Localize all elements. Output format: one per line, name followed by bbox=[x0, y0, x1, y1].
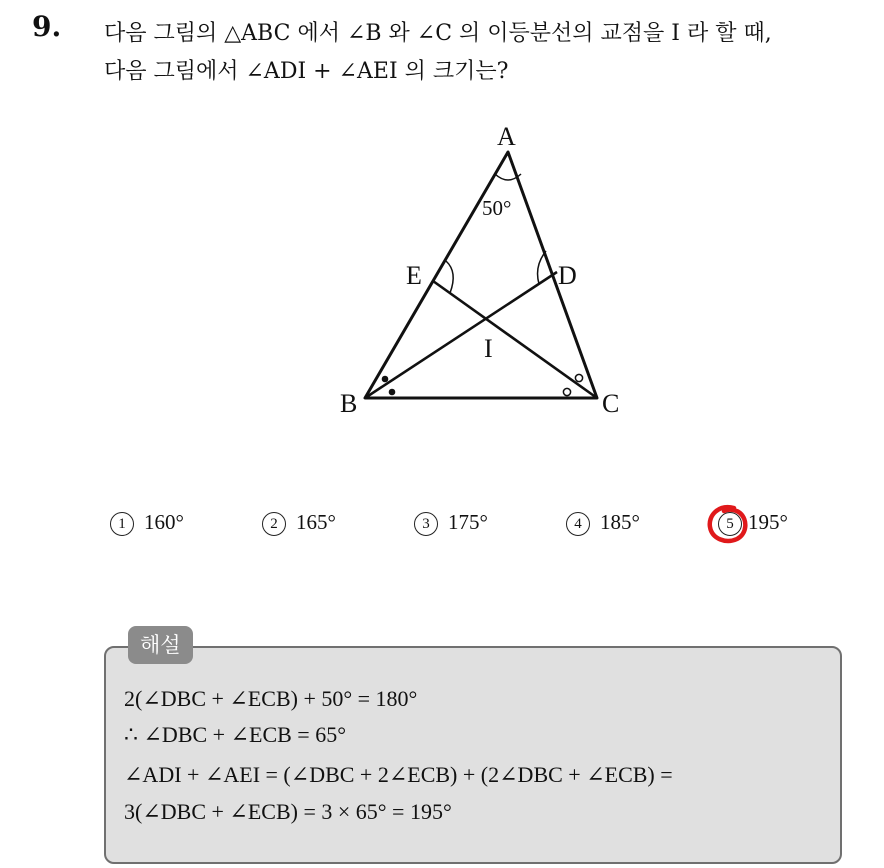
choice-2[interactable] bbox=[262, 510, 336, 536]
label-a: A bbox=[497, 122, 516, 151]
label-b: B bbox=[340, 389, 358, 418]
bisector-b-to-d bbox=[365, 272, 557, 398]
question-text-line2: 다음 그림에서 ∠ADI + ∠AEI 의 크기는? bbox=[104, 59, 509, 84]
choice-1-text: 160° bbox=[144, 510, 184, 534]
choice-2-number: 2 bbox=[262, 512, 286, 536]
choice-4-number: 4 bbox=[566, 512, 590, 536]
label-e: E bbox=[406, 261, 422, 290]
choice-3[interactable] bbox=[414, 510, 488, 536]
solution-line-2: ∴ ∠DBC + ∠ECB = 65° bbox=[124, 722, 346, 747]
angle-mark-b2 bbox=[389, 389, 396, 396]
choice-4-text: 185° bbox=[600, 510, 640, 534]
solution-box bbox=[104, 646, 842, 864]
choice-1-number: 1 bbox=[110, 512, 134, 536]
choice-5[interactable] bbox=[718, 510, 788, 536]
label-d: D bbox=[558, 261, 577, 290]
label-c: C bbox=[602, 389, 620, 418]
choice-3-text: 175° bbox=[448, 510, 488, 534]
angle-mark-c2 bbox=[563, 388, 570, 395]
angle-mark-b1 bbox=[382, 376, 389, 383]
angle-a-value: 50° bbox=[482, 196, 512, 220]
angle-mark-c1 bbox=[575, 374, 582, 381]
solution-line-1: 2(∠DBC + ∠ECB) + 50° = 180° bbox=[124, 686, 418, 711]
question-text-line1: 다음 그림의 △ABC 에서 ∠B 와 ∠C 의 이등분선의 교점을 I 라 할 때, bbox=[104, 21, 772, 46]
answer-choices bbox=[110, 510, 830, 550]
solution-tag: 해설 bbox=[128, 626, 193, 664]
choice-2-text: 165° bbox=[296, 510, 336, 534]
label-i: I bbox=[484, 334, 493, 363]
choice-3-number: 3 bbox=[414, 512, 438, 536]
triangle-diagram bbox=[330, 120, 640, 430]
angle-arc-e bbox=[446, 261, 453, 293]
choice-5-text: 195° bbox=[748, 510, 788, 534]
choice-1[interactable] bbox=[110, 510, 184, 536]
triangle-figure bbox=[330, 120, 640, 430]
solution-line-3: ∠ADI + ∠AEI = (∠DBC + 2∠ECB) + (2∠DBC + ∠ECB) = bbox=[124, 762, 673, 787]
solution-line-4: 3(∠DBC + ∠ECB) = 3 × 65° = 195° bbox=[124, 799, 452, 824]
question-number: 9. bbox=[32, 10, 62, 43]
choice-5-number: 5 bbox=[718, 512, 742, 536]
choice-4[interactable] bbox=[566, 510, 640, 536]
